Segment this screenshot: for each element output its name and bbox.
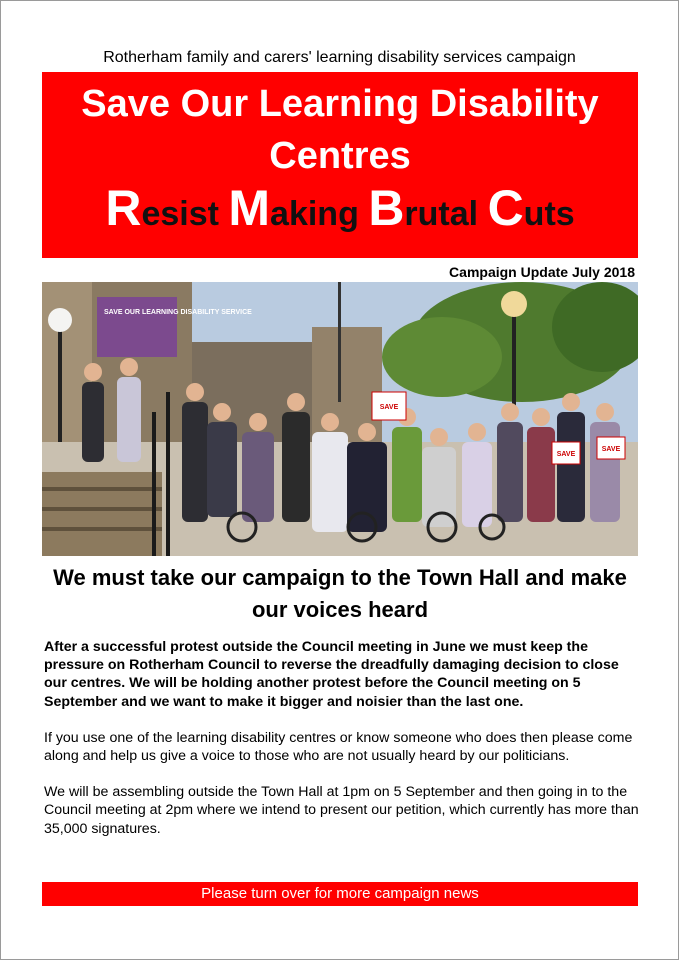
banner-text: SAVE OUR LEARNING DISABILITY SERVICE bbox=[104, 309, 252, 316]
title-banner bbox=[42, 72, 638, 258]
body-text bbox=[44, 638, 640, 856]
protest-photo bbox=[42, 282, 638, 556]
page-title: Save Our Learning Disability Centres bbox=[81, 83, 599, 177]
update-label: Campaign Update July 2018 bbox=[449, 264, 635, 280]
placard-text: SAVE bbox=[556, 451, 576, 458]
subtitle-word: Cuts bbox=[487, 180, 575, 236]
subtitle-word: Brutal bbox=[368, 180, 479, 236]
subtitle-word: Making bbox=[228, 180, 359, 236]
subtitle bbox=[42, 180, 638, 236]
paragraph: If you use one of the learning disability centres or know someone who does then please come along and help us give a voice to those who are not usually heard by our politicians. bbox=[44, 729, 633, 765]
placard-text: SAVE bbox=[379, 404, 399, 411]
footer-bar: Please turn over for more campaign news bbox=[42, 882, 638, 906]
placard-text: SAVE bbox=[601, 446, 621, 453]
campaign-line: Rotherham family and carers' learning disability services campaign bbox=[103, 49, 576, 66]
protest-photo-illustration bbox=[42, 282, 638, 556]
paragraph: After a successful protest outside the Council meeting in June we must keep the pressure on Rotherham Council to reverse the dreadfully damaging decision to close our centres. We will be holding another protest before the Council meeting on 5 September and we want to make it bigger and noisier than the last one. bbox=[44, 639, 619, 710]
headline: We must take our campaign to the Town Hall and make our voices heard bbox=[53, 565, 627, 622]
subtitle-word: Resist bbox=[105, 180, 219, 236]
paragraph: We will be assembling outside the Town Hall at 1pm on 5 September and then going in to the Council meeting at 2pm where we intend to present our petition, which currently has more than 35,000 signatures. bbox=[44, 784, 639, 837]
